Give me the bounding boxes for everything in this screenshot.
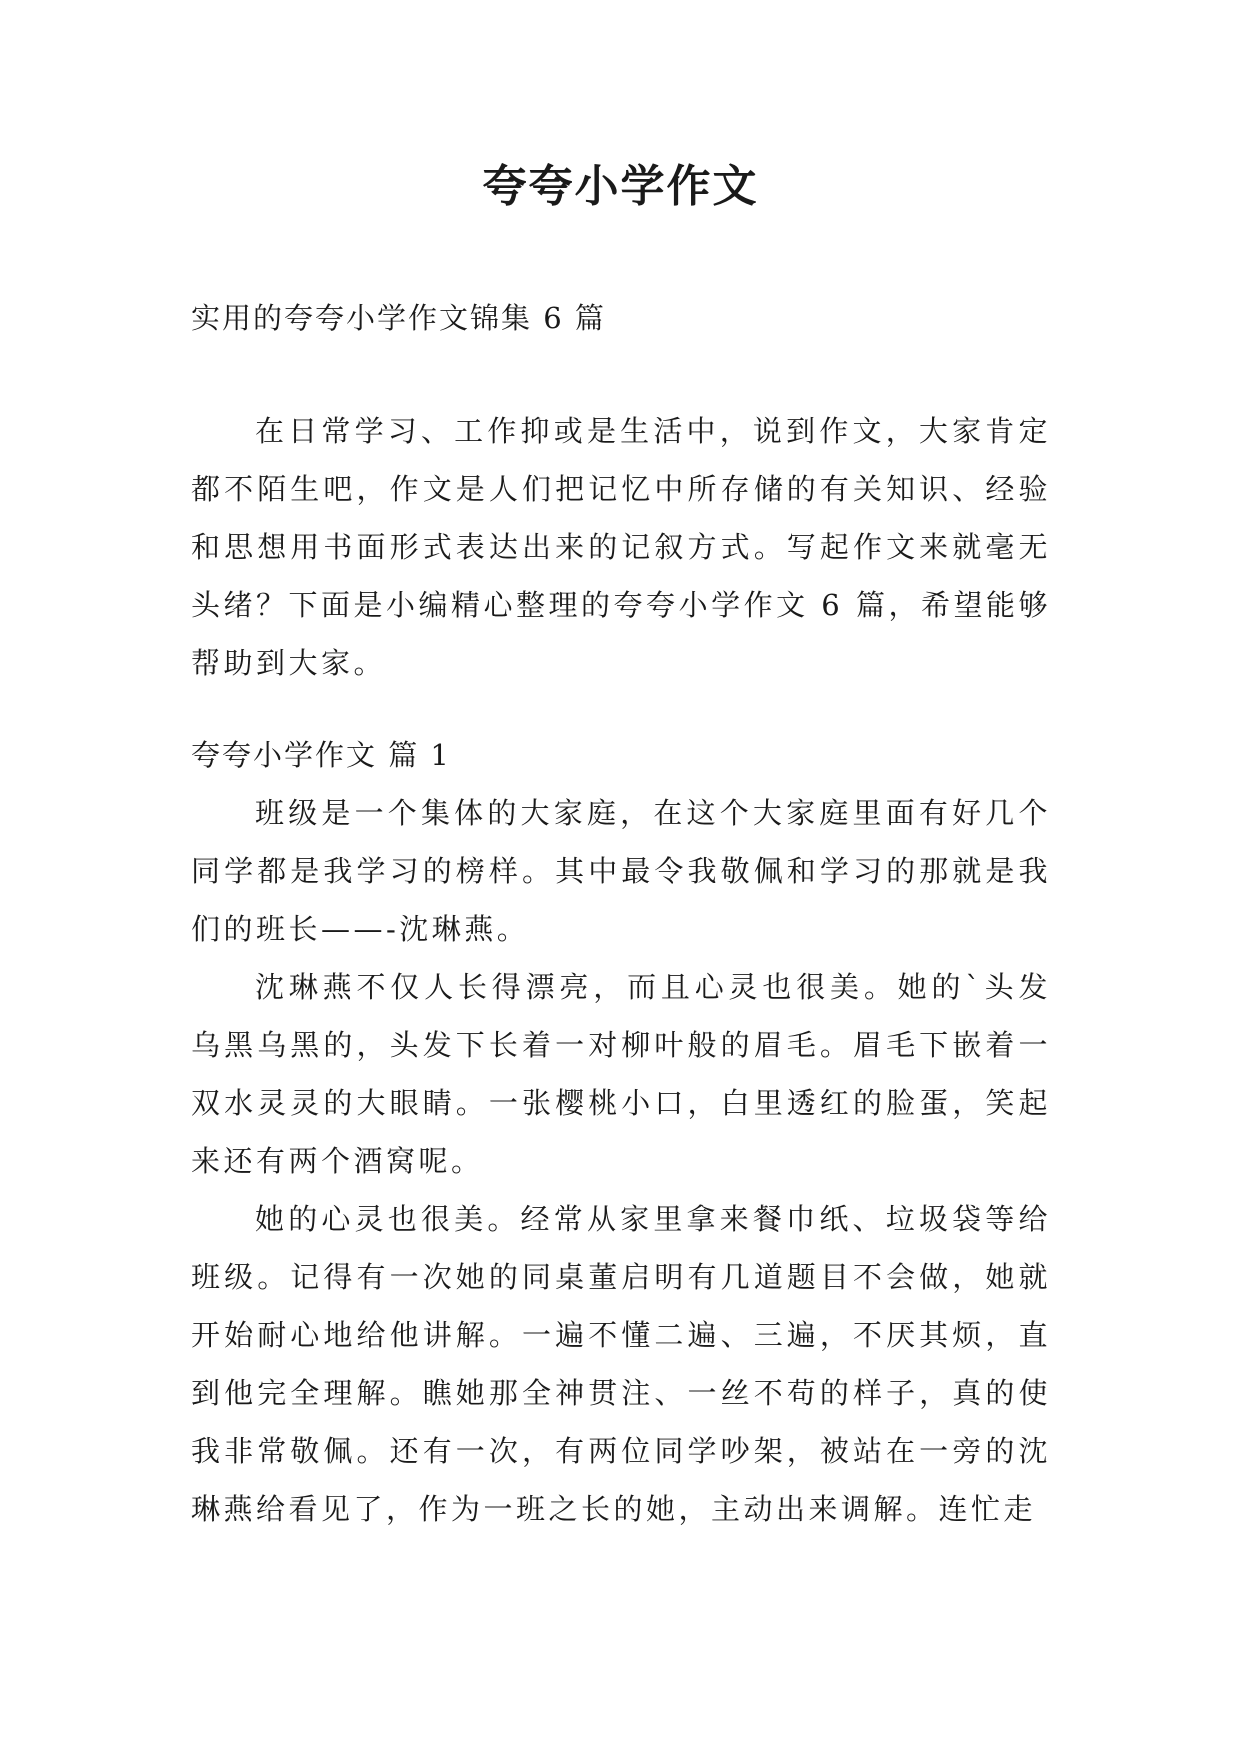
essay-paragraph-2: 沈琳燕不仅人长得漂亮，而且心灵也很美。她的`头发乌黑乌黑的，头发下长着一对柳叶般的眉毛。眉毛下嵌着一双水灵灵的大眼睛。一张樱桃小口，白里透红的脸蛋，笑起来还有两个酒窝呢。 — [191, 970, 1051, 1178]
intro-paragraph: 在日常学习、工作抑或是生活中，说到作文，大家肯定都不陌生吧，作文是人们把记忆中所存储的有关知识、经验和思想用书面形式表达出来的记叙方式。写起作文来就毫无头绪？下面是小编精心整理的夸夸小学作文 6 篇，希望能够帮助到大家。 — [191, 414, 1051, 680]
essay-paragraph-1: 班级是一个集体的大家庭，在这个大家庭里面有好几个同学都是我学习的榜样。其中最令我敬佩和学习的那就是我们的班长——-沈琳燕。 — [191, 796, 1051, 946]
essay-paragraph-3: 她的心灵也很美。经常从家里拿来餐巾纸、垃圾袋等给班级。记得有一次她的同桌董启明有几道题目不会做，她就开始耐心地给他讲解。一遍不懂二遍、三遍，不厌其烦，直到他完全理解。瞧她那全神贯注、一丝不苟的样子，真的使我非常敬佩。还有一次，有两位同学吵架，被站在一旁的沈琳燕给看见了，作为一班之长的她，主动出来调解。连忙走 — [191, 1202, 1051, 1526]
essay-section — [191, 726, 1051, 1538]
document-title: 夸夸小学作文 — [482, 161, 759, 212]
intro-section — [191, 402, 1051, 692]
essay-heading: 夸夸小学作文 篇 1 — [191, 738, 451, 772]
document-subtitle: 实用的夸夸小学作文锦集 6 篇 — [191, 301, 606, 335]
